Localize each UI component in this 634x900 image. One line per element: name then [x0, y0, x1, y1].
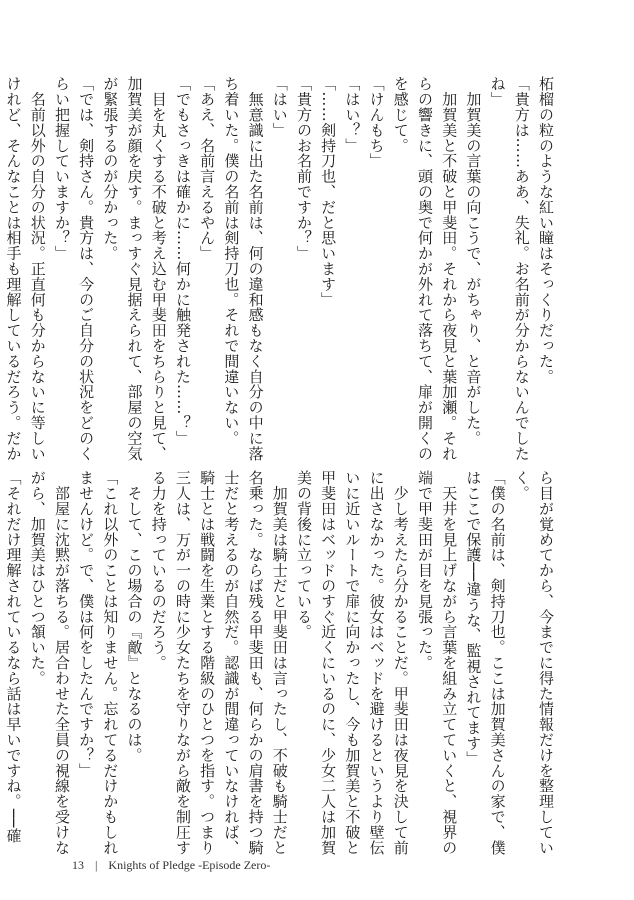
text-column: 「貴方は……ああ、失礼。お名前が分からないんでした [512, 76, 531, 461]
text-column: ち着いた。僕の名前は剣持刀也。それで間違いない。 [222, 76, 241, 446]
text-column: はここで保護──違うな、監視されてます」 [464, 470, 483, 767]
text-column: 天井を見上げながら言葉を組み立てていくと、視界の [440, 470, 459, 855]
text-column: らの響きに、頭の奥で何かが外れて落ちて、扉が開くの [415, 76, 434, 461]
text-column: 三人は、万が一の時に少女たちを守りながら敵を制圧す [173, 470, 192, 855]
text-column: ら目が覚めてから、今までに得た情報だけを整理してい [537, 470, 555, 855]
text-column: 「では、剣持さん。貴方は、今のご自分の状況をどのく [77, 76, 96, 461]
text-column: 「これ以外のことは知りません。忘れてるだけかもしれ [101, 470, 120, 855]
text-column: る力を持っているのだろう。 [149, 470, 168, 671]
book-title: Knights of Pledge -Episode Zero- [108, 858, 271, 872]
text-column: 「僕の名前は、剣持刀也。ここは加賀美さんの家で、僕 [488, 470, 507, 855]
text-column: がら、加賀美はひとつ頷いた。 [28, 470, 47, 686]
text-column: けれど、そんなことは相手も理解しているだろう。だか [4, 76, 23, 461]
text-column: 「はい？」 [343, 76, 362, 153]
text-column: 加賀美の言葉の向こうで、がちゃり、と音がした。 [464, 76, 483, 446]
footer-separator: | [95, 858, 98, 872]
text-column: 「……剣持刀也、だと思います」 [319, 76, 338, 307]
text-column: 加賀美は騎士だと甲斐田は言ったし、不破も騎士だと [270, 470, 289, 855]
text-column: 端で甲斐田が目を見張った。 [415, 470, 434, 671]
text-column: ませんけど。で、僕は何をしたんですか？」 [77, 470, 96, 778]
upper-text-block [1, 76, 558, 461]
text-column: 「あえ、名前言えるやん」 [198, 76, 217, 261]
text-column: いに近いルートで扉に向かったし、今も加賀美と不破と [343, 470, 362, 855]
text-column: 加賀美と不破と甲斐田。それから夜見と葉加瀬。それ [440, 76, 459, 461]
page-footer [72, 858, 278, 873]
text-column: 騎士とは戦闘を生業とする階級のひとつを指す。つまり [198, 470, 217, 855]
text-column: 目を丸くする不破と考え込む甲斐田をちらりと見て、 [149, 76, 168, 461]
page-number: 13 [72, 858, 84, 872]
text-column: 甲斐田はベッドのすぐ近くにいるのに、少女二人は加賀 [319, 470, 338, 855]
text-column: 少し考えたら分かることだ。甲斐田は夜見を決して前 [391, 470, 410, 855]
text-column: に出さなかった。彼女はベッドを避けるというより壁伝 [367, 470, 386, 855]
text-column: 「貴方のお名前ですか？」 [294, 76, 313, 261]
text-column: が緊張するのが分かった。 [101, 76, 120, 261]
text-column: らい把握していますか？」 [52, 76, 71, 261]
text-column: 「けんもち」 [367, 76, 386, 169]
text-column: そして、この場合の『敵』となるのは。 [125, 470, 144, 763]
text-column: 「でもさっきは確かに……何かに触発された……？」 [173, 76, 192, 446]
text-column: 美の背後に立っている。 [294, 470, 313, 640]
text-column: 「それだけ理解されているなら話は早いですね。──確 [4, 470, 23, 844]
text-column: 士だと考えるのが自然だ。認識が間違っていなければ、 [222, 470, 241, 855]
text-column: 「はい」 [270, 76, 289, 138]
text-column: 部屋に沈黙が落ちる。居合わせた全員の視線を受けな [52, 470, 71, 855]
text-column: 柘榴の粒のような紅い瞳はそっくりだった。 [537, 76, 555, 384]
text-column: 名乗った。ならば残る甲斐田も、何らかの肩書を持つ騎 [246, 470, 265, 855]
text-column: を感じて。 [391, 76, 410, 153]
text-column: 名前以外の自分の状況。正直何も分からないに等しい [28, 76, 47, 461]
text-column: 加賀美が顔を戻す。まっすぐ見据えられて、部屋の空気 [125, 76, 144, 461]
text-column: く。 [512, 470, 531, 501]
text-column: 無意識に出た名前は、何の違和感もなく自分の中に落 [246, 76, 265, 461]
text-column: ね」 [488, 76, 507, 107]
lower-text-block [1, 470, 558, 855]
